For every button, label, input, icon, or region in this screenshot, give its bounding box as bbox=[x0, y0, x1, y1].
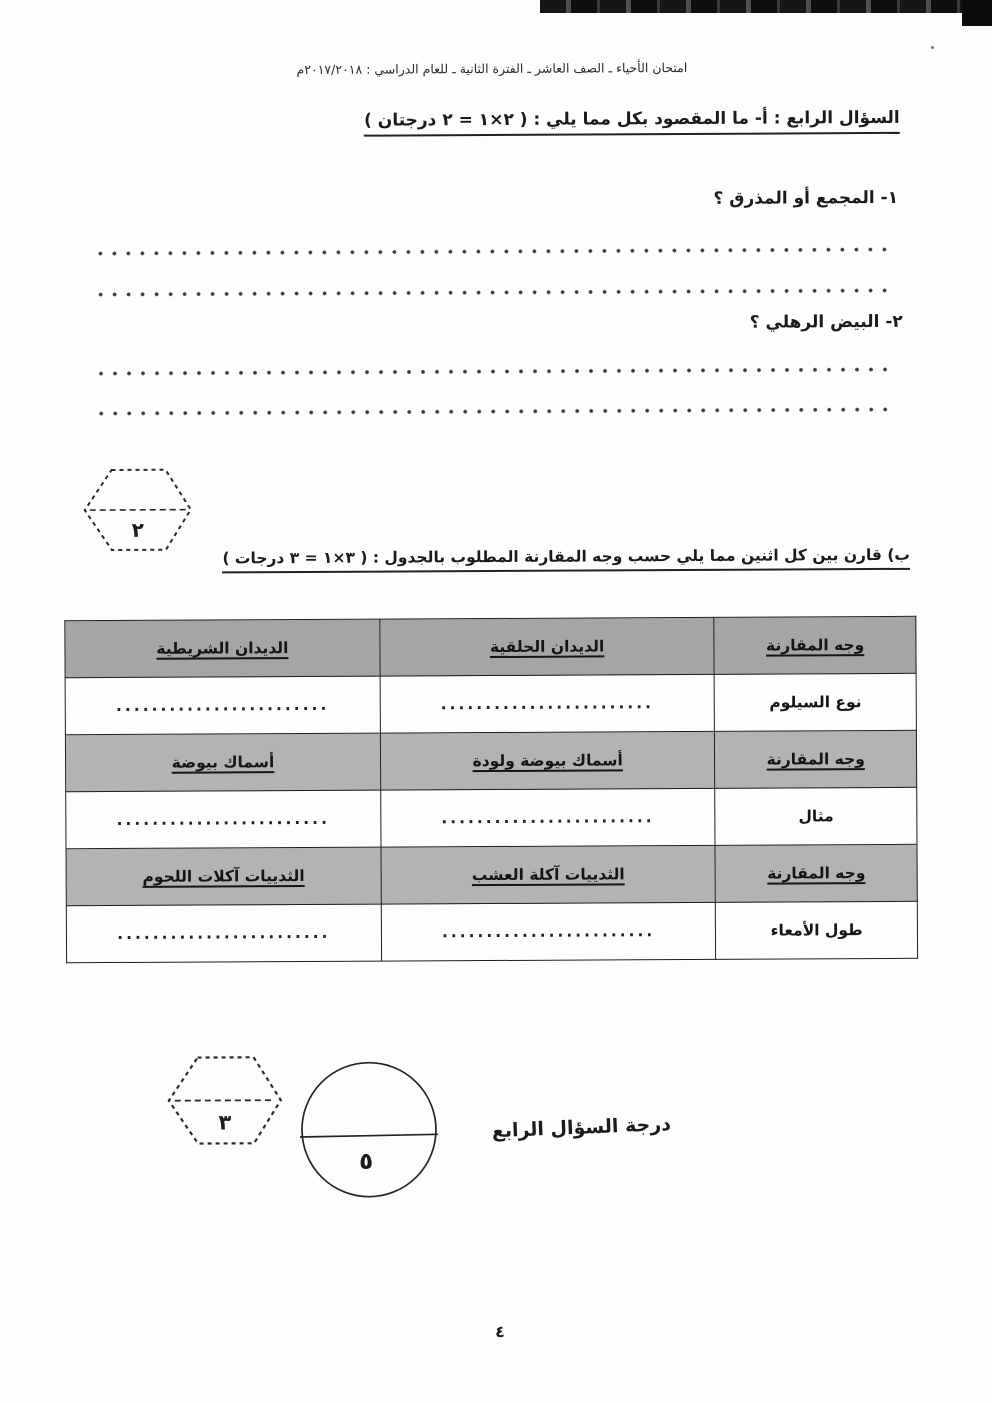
table-cell-answer-blank: ........................ bbox=[65, 676, 380, 735]
section-a-title-text: السؤال الرابع : أ- ما المقصود بكل مما يلي : ( ٢×١ = ٢ درجتان ) bbox=[364, 108, 900, 137]
part-b-score: ٣ bbox=[218, 1110, 232, 1135]
table-row bbox=[66, 901, 917, 962]
header-cell-text: الديدان الحلقية bbox=[489, 637, 605, 657]
section-b-title bbox=[222, 546, 910, 574]
circle-divider-line bbox=[300, 1134, 438, 1137]
table-header-cell bbox=[714, 616, 916, 674]
cell-text: الثدييات آكلة العشب bbox=[471, 865, 625, 885]
section-b-title-text: ب) قارن بين كل اثنين مما يلي حسب وجه المقارنة المطلوب بالجدول : ( ٣×١ = ٣ درجات ) bbox=[222, 546, 910, 574]
section-a-title bbox=[364, 108, 900, 137]
cell-text: أسماك بيوضة ولودة bbox=[472, 751, 623, 771]
table-cell-answer-blank: ........................ bbox=[66, 904, 381, 963]
table-cell bbox=[381, 845, 716, 904]
hexagon-divider-line bbox=[175, 1100, 275, 1101]
table-cell-answer-blank: ........................ bbox=[66, 790, 381, 849]
table-row bbox=[65, 730, 916, 791]
cell-text: الثدييات آكلات اللحوم bbox=[142, 867, 305, 886]
exam-header: امتحان الأحياء ـ الصف العاشر ـ الفترة الثانية ـ للعام الدراسي : ٢٠١٧/٢٠١٨م bbox=[296, 59, 688, 78]
comparison-table bbox=[64, 616, 918, 963]
table-cell bbox=[65, 733, 380, 792]
table-cell bbox=[380, 731, 715, 790]
circle-outline bbox=[302, 1062, 437, 1197]
answer-line bbox=[94, 287, 889, 298]
hexagon-shape bbox=[166, 1054, 284, 1147]
table-row bbox=[65, 673, 916, 734]
question-total-score: ٥ bbox=[359, 1148, 374, 1175]
part-b-grade-hexagon bbox=[166, 1054, 284, 1147]
table-cell bbox=[66, 847, 381, 906]
answer-line bbox=[94, 406, 889, 417]
table-cell bbox=[715, 844, 917, 902]
question-1-label: ١- المجمع أو المذرق ؟ bbox=[713, 187, 899, 209]
header-cell-text: وجه المقارنة bbox=[765, 636, 865, 655]
table-header-cell bbox=[380, 617, 715, 676]
cell-text: وجه المقارنة bbox=[767, 864, 866, 883]
part-a-score: ٢ bbox=[131, 517, 145, 542]
question-total-label: درجة السؤال الرابع bbox=[491, 1113, 672, 1143]
question-2-label: ٢- البيض الرهلي ؟ bbox=[749, 311, 903, 333]
hexagon-shape bbox=[82, 467, 194, 554]
table-cell-answer-blank: ........................ bbox=[381, 902, 716, 961]
table-row bbox=[66, 844, 917, 905]
table-cell: طول الأمعاء bbox=[716, 901, 918, 959]
cell-text: أسماك بيوضة bbox=[171, 753, 275, 772]
table-cell: نوع السيلوم bbox=[715, 673, 917, 731]
table-header-cell bbox=[65, 619, 380, 678]
table-row bbox=[65, 616, 916, 677]
table-cell-answer-blank: ........................ bbox=[381, 788, 716, 847]
page-number: ٤ bbox=[495, 1321, 505, 1342]
hexagon-divider-line bbox=[90, 510, 186, 511]
answer-line bbox=[94, 366, 889, 377]
cell-text: وجه المقارنة bbox=[766, 750, 865, 769]
table-cell: مثال bbox=[715, 787, 917, 845]
answer-line bbox=[93, 246, 888, 257]
header-cell-text: الديدان الشريطية bbox=[156, 639, 289, 658]
table-cell-answer-blank: ........................ bbox=[380, 674, 715, 733]
question-total-circle bbox=[296, 1056, 443, 1203]
table-cell bbox=[715, 730, 917, 788]
table-row bbox=[66, 787, 917, 848]
part-a-grade-hexagon bbox=[82, 467, 194, 554]
